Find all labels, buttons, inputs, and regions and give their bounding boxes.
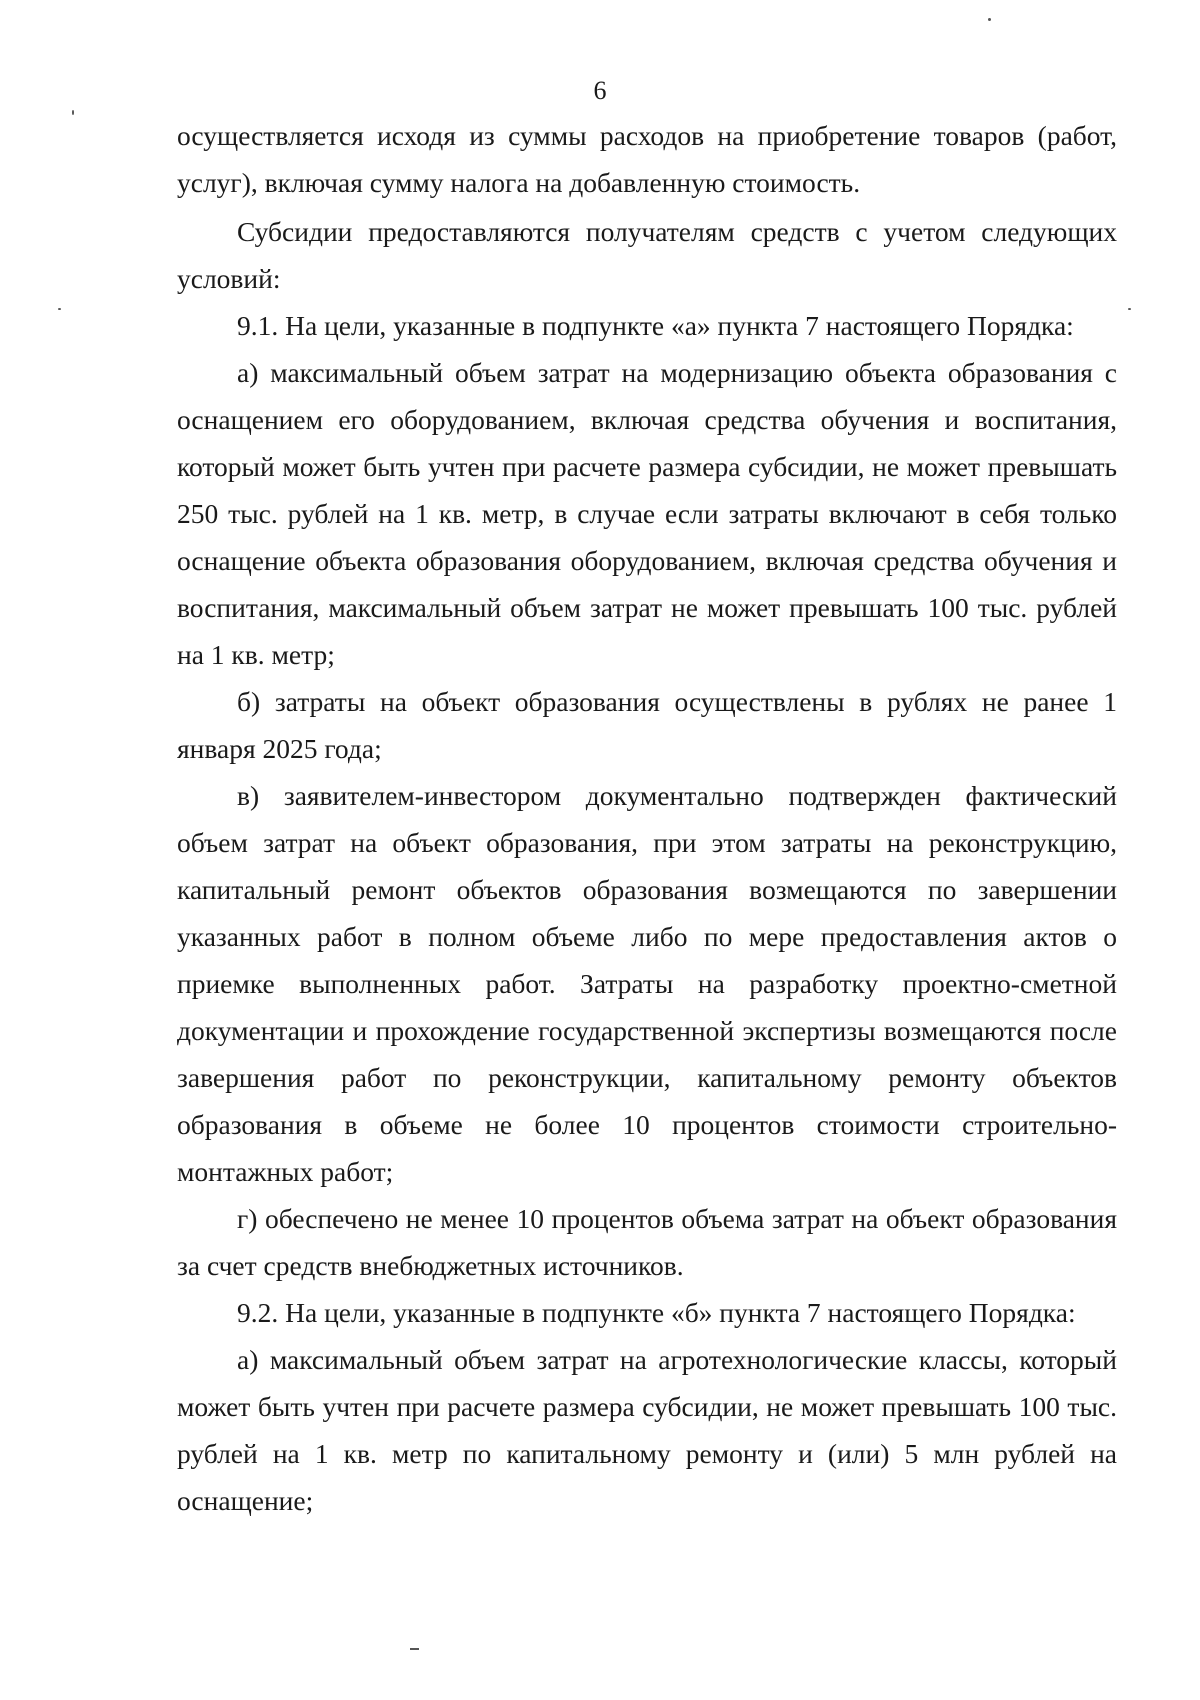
- paragraph-9-1-g: г) обеспечено не менее 10 процентов объема затрат на объект образования за счет средств внебюджетных источников.: [177, 1203, 1117, 1281]
- paragraph-continuation: осуществляется исходя из суммы расходов на приобретение товаров (работ, услуг), включая сумму налога на добавленную стоимость.: [177, 120, 1117, 198]
- paragraph-section-9-2: 9.2. На цели, указанные в подпункте «б» пункта 7 настоящего Порядка:: [237, 1297, 1076, 1328]
- scan-speck: [988, 18, 991, 21]
- paragraph-section-9-1: 9.1. На цели, указанные в подпункте «а» пункта 7 настоящего Порядка:: [237, 310, 1074, 341]
- paragraph-9-1-b: б) затраты на объект образования осуществлены в рублях не ранее 1 января 2025 года;: [177, 686, 1117, 764]
- scan-speck: [1128, 308, 1131, 310]
- page-number: 6: [593, 76, 607, 105]
- document-body: [177, 112, 1117, 1524]
- scan-speck: [58, 308, 61, 310]
- scan-speck: [410, 1648, 419, 1650]
- scan-speck: [72, 110, 74, 115]
- paragraph-subsidy-conditions: Субсидии предоставляются получателям средств с учетом следующих условий:: [177, 216, 1117, 294]
- paragraph-9-2-a: а) максимальный объем затрат на агротехнологические классы, который может быть учтен при расчете размера субсидии, не может превышать 100 тыс. рублей на 1 кв. метр по капитальному ремонту и (или) 5 млн рублей на оснащение;: [177, 1344, 1117, 1516]
- paragraph-9-1-v: в) заявителем-инвестором документально подтвержден фактический объем затрат на объект образования, при этом затраты на реконструкцию, капитальный ремонт объектов образования возмещаются по завершении указанных работ в полном объеме либо по мере предоставления актов о приемке выполненных работ. Затраты на разработку проектно-сметной документации и прохождение государственной экспертизы возмещаются после завершения работ по реконструкции, капитальному ремонту объектов образования в объеме не более 10 процентов стоимости строительно-монтажных работ;: [177, 780, 1117, 1187]
- paragraph-9-1-a: а) максимальный объем затрат на модернизацию объекта образования с оснащением его оборудованием, включая средства обучения и воспитания, который может быть учтен при расчете размера субсидии, не может превышать 250 тыс. рублей на 1 кв. метр, в случае если затраты включают в себя только оснащение объекта образования оборудованием, включая средства обучения и воспитания, максимальный объем затрат не может превышать 100 тыс. рублей на 1 кв. метр;: [177, 357, 1117, 670]
